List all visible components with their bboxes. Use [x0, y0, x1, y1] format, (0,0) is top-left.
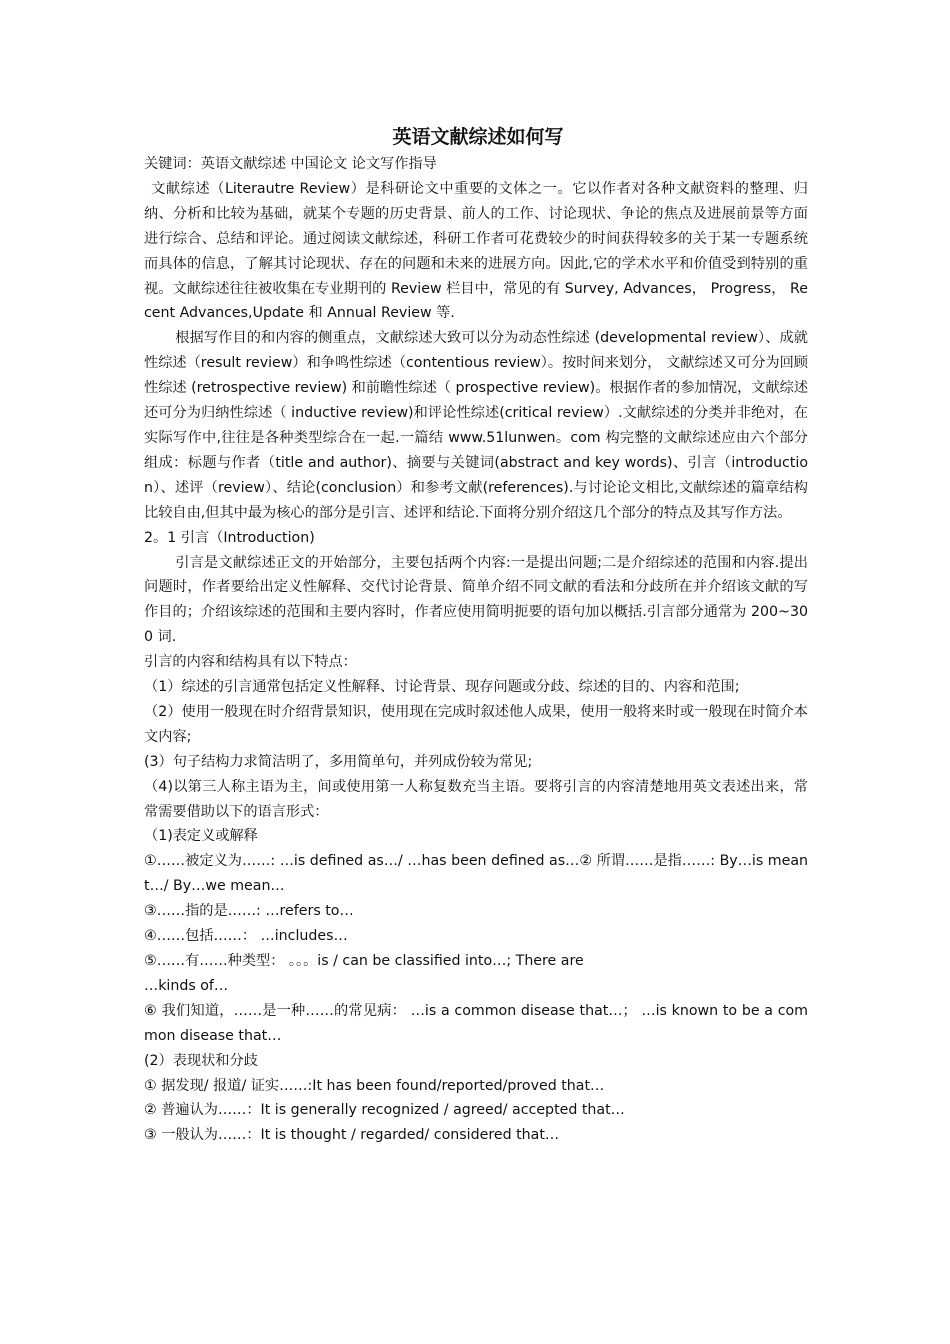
introduction-paragraph: 引言是文献综述正文的开始部分，主要包括两个内容:一是提出问题;二是介绍综述的范围和内容.提出问题时，作者要给出定义性解释、交代讨论背景、简单介绍不同文献的看法和分歧所在并介绍该文献的写作目的；介绍该综述的范围和主要内容时，作者应使用简明扼要的语句加以概括.引言部分通常为 200~300 词.	[144, 554, 808, 646]
subheading-definition: （1)表定义或解释	[144, 828, 258, 845]
section-heading: 2。1 引言（Introduction)	[144, 529, 315, 546]
expression-item-6: ⑥ 我们知道，……是一种……的常见病： …is a common disease that…； …is known to be a common disease that…	[144, 1002, 808, 1044]
intro-paragraph: 文献综述（Literautre Review）是科研论文中重要的文体之一。它以作者对各种文献资料的整理、归纳、分析和比较为基础，就某个专题的历史背景、前人的工作、讨论现状、争论的焦点及进展前景等方面进行综合、总结和评论。通过阅读文献综述，科研工作者可花费较少的时间获得较多的关于某一专题系统而具体的信息，了解其讨论现状、存在的问题和未来的进展方向。因此,它的学术水平和价值受到特别的重视。文献综述往往被收集在专业期刊的 Review 栏目中，常见的有 Survey, Advances， Progress， Recent Advances,Update 和 Annual Review 等.	[144, 180, 808, 322]
status-item-1: ① 据发现/ 报道/ 证实……:It has been found/reported/proved that…	[144, 1077, 605, 1094]
document-title: 英语文献综述如何写	[392, 126, 564, 148]
keywords-line: 关键词：英语文献综述 中国论文 论文写作指导	[144, 156, 437, 172]
feature-item-3: (3）句子结构力求简洁明了，多用简单句，并列成份较为常见;	[144, 753, 533, 770]
status-item-2: ② 普遍认为……：It is generally recognized / agreed/ accepted that…	[144, 1102, 625, 1119]
expression-item-3: ③……指的是……: …refers to…	[144, 903, 354, 920]
feature-item-2: （2）使用一般现在时介绍背景知识，使用现在完成时叙述他人成果，使用一般将来时或一般现在时简介本文内容;	[144, 703, 808, 745]
status-item-3: ③ 一般认为……：It is thought / regarded/ considered that…	[144, 1127, 560, 1144]
features-intro: 引言的内容和结构具有以下特点：	[144, 654, 357, 671]
document-page	[144, 122, 808, 1148]
feature-item-4: （4)以第三人称主语为主，间或使用第一人称复数充当主语。要将引言的内容清楚地用英文表述出来，常常需要借助以下的语言形式：	[144, 778, 808, 820]
expression-item-1: ①……被定义为……: …is defined as…/ …has been defined as…② 所谓……是指……: By…is meant…/ By…we mean…	[144, 853, 808, 895]
classification-paragraph: 根据写作目的和内容的侧重点，文献综述大致可以分为动态性综述 (developmental review）、成就性综述（result review）和争鸣性综述（contentious review）。按时间来划分， 文献综述又可分为回顾性综述 (retrospective review) 和前瞻性综述（ prospective review)。根据作者的参加情况，文献综述还可分为归纳性综述（ inductive review)和评论性综述(critical review）.文献综述的分类并非绝对，在实际写作中,往往是各种类型综合在一起.一篇结 www.51lunwen。com 构完整的文献综述应由六个部分组成：标题与作者（title and author)、摘要与关键词(abstract and key words)、引言（introduction）、述评（review）、结论(conclusion）和参考文献(references).与讨论论文相比,文献综述的篇章结构比较自由,但其中最为核心的部分是引言、述评和结论.下面将分别介绍这几个部分的特点及其写作方法。	[144, 330, 809, 521]
expression-item-4: ④……包括……： …includes…	[144, 928, 348, 945]
feature-item-1: （1）综述的引言通常包括定义性解释、讨论背景、现存问题或分歧、综述的目的、内容和范围;	[144, 679, 740, 696]
subheading-status: (2）表现状和分歧	[144, 1052, 258, 1069]
expression-item-5-continued: …kinds of…	[144, 977, 229, 994]
expression-item-5: ⑤……有……种类型： 。。。is / can be classified into…; There are	[144, 953, 584, 969]
